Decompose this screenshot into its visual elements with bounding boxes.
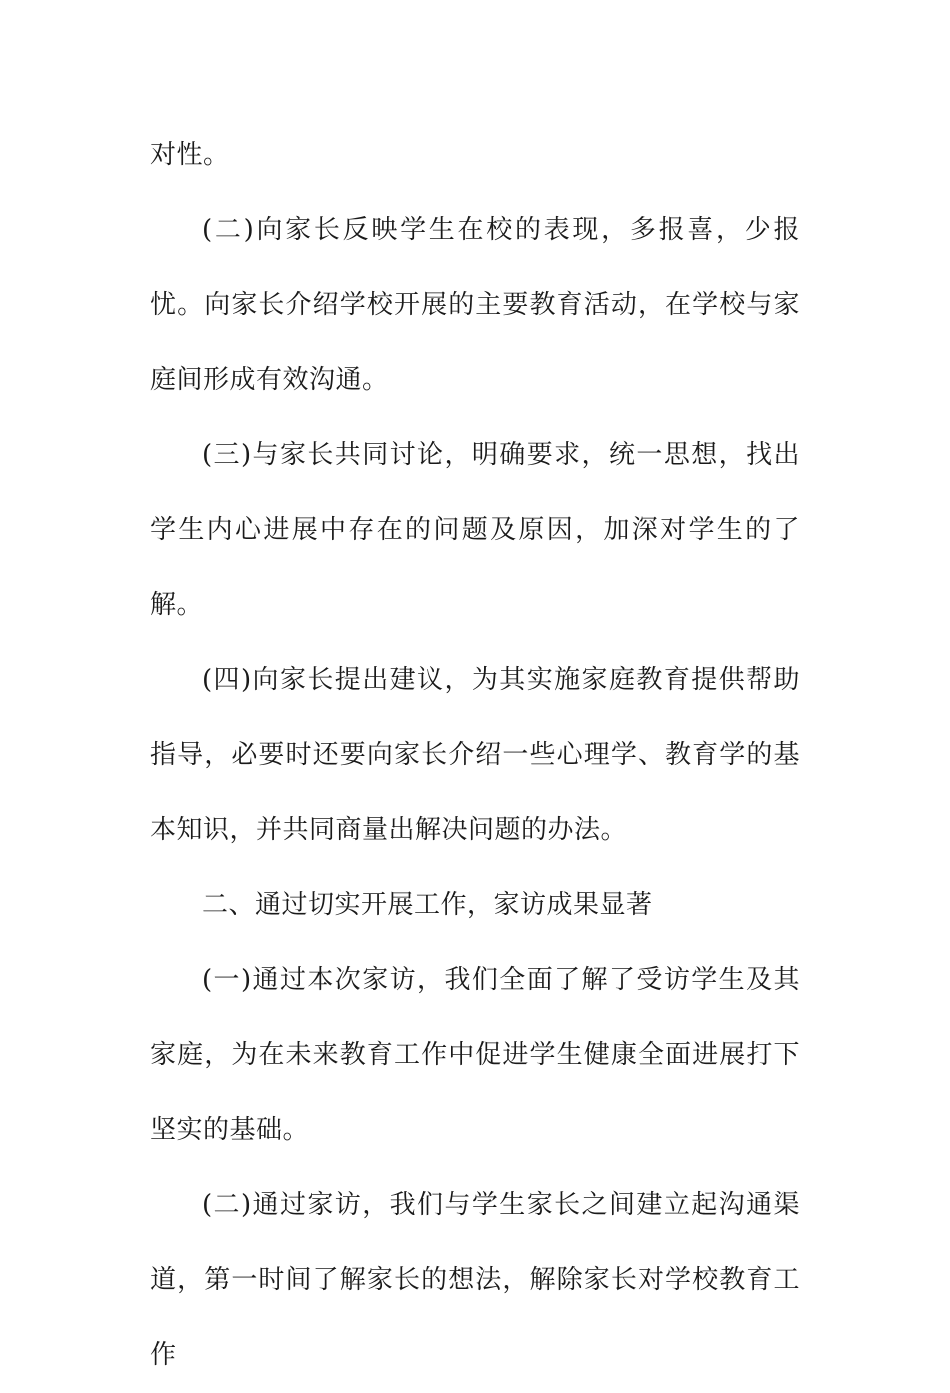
document-body xyxy=(150,118,800,1393)
paragraph-result-1: (一)通过本次家访，我们全面了解了受访学生及其家庭，为在未来教育工作中促进学生健康全面进展打下坚实的基础。 xyxy=(150,965,800,1145)
paragraph-item-4-suggest: (四)向家长提出建议，为其实施家庭教育提供帮助指导，必要时还要向家长介绍一些心理学、教育学的基本知识，并共同商量出解决问题的办法。 xyxy=(150,665,800,845)
paragraph-continuation: 对性。 xyxy=(150,140,230,170)
section-heading-results: 二、通过切实开展工作，家访成果显著 xyxy=(202,890,653,920)
paragraph-result-2: (二)通过家访，我们与学生家长之间建立起沟通渠道，第一时间了解家长的想法，解除家长对学校教育工作 xyxy=(150,1190,800,1370)
paragraph-item-2-report: (二)向家长反映学生在校的表现，多报喜，少报忧。向家长介绍学校开展的主要教育活动，在学校与家庭间形成有效沟通。 xyxy=(150,215,800,395)
paragraph-item-3-discuss: (三)与家长共同讨论，明确要求，统一思想，找出学生内心进展中存在的问题及原因，加深对学生的了解。 xyxy=(150,440,800,620)
